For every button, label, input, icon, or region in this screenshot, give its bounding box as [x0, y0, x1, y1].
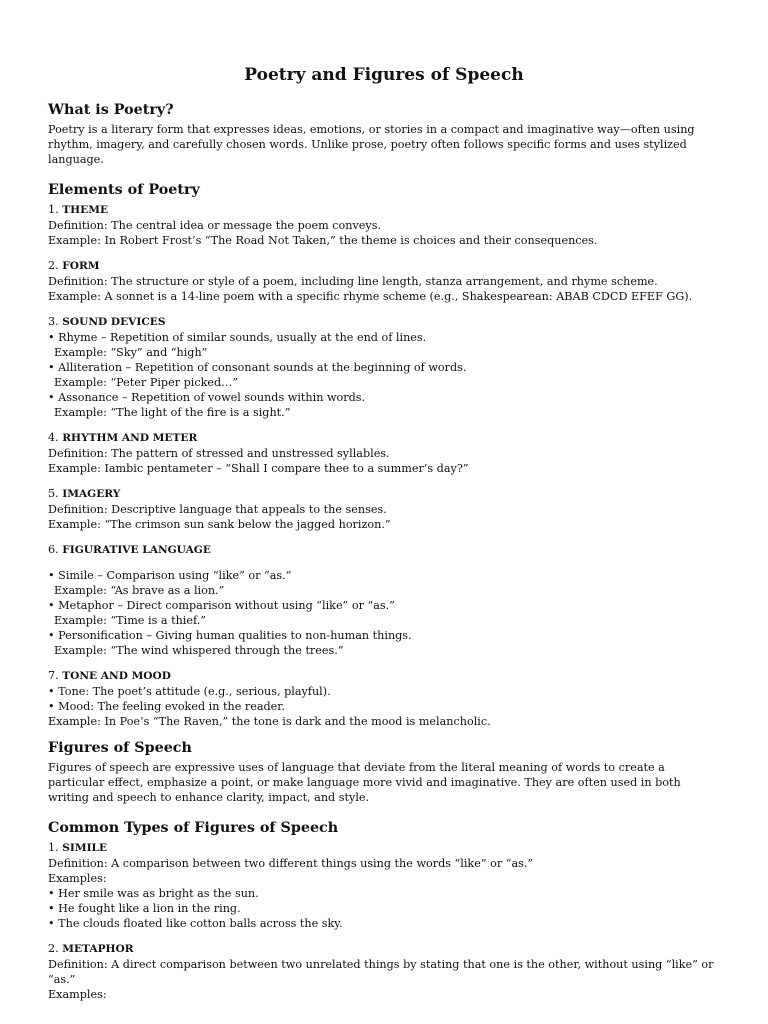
item-number: 3. [48, 315, 59, 328]
item-name: METAPHOR [62, 943, 134, 955]
item-line: • Metaphor – Direct comparison without using “like” or “as.” [48, 599, 395, 612]
item-line: Example: “The light of the fire is a sight.” [54, 406, 291, 419]
heading-common-types: Common Types of Figures of Speech [48, 820, 339, 836]
list-item [48, 258, 720, 304]
list-item [48, 941, 720, 1002]
item-number: 5. [48, 487, 59, 500]
list-item [48, 486, 720, 532]
item-line: Example: “Sky” and “high” [54, 346, 208, 359]
item-line: • The clouds floated like cotton balls across the sky. [48, 917, 343, 930]
item-name: SOUND DEVICES [62, 316, 166, 328]
item-line: • Mood: The feeling evoked in the reader. [48, 700, 285, 713]
heading-figures-of-speech: Figures of Speech [48, 740, 192, 756]
item-number: 2. [48, 259, 59, 272]
item-line: Example: “Time is a thief.” [54, 614, 207, 627]
item-name: IMAGERY [62, 488, 121, 500]
section-elements-of-poetry [48, 181, 720, 729]
item-name: RHYTHM AND METER [62, 432, 198, 444]
item-heading [48, 258, 720, 274]
item-number: 7. [48, 669, 59, 682]
item-line: • Rhyme – Repetition of similar sounds, usually at the end of lines. [48, 331, 427, 344]
elements-list [48, 202, 720, 729]
item-number: 1. [48, 203, 59, 216]
item-heading [48, 430, 720, 446]
item-line: • Tone: The poet’s attitude (e.g., serious, playful). [48, 685, 331, 698]
paragraph-what-is-poetry: Poetry is a literary form that expresses ideas, emotions, or stories in a compact and imaginative way—often using rhythm, imagery, and carefully chosen words. Unlike prose, poetry often follows specific forms and uses stylized language. [48, 123, 695, 166]
page-title: Poetry and Figures of Speech [244, 65, 524, 85]
item-heading [48, 202, 720, 218]
heading-elements-of-poetry: Elements of Poetry [48, 182, 200, 198]
item-heading [48, 840, 720, 856]
item-line: Example: In Robert Frost’s “The Road Not Taken,” the theme is choices and their consequences. [48, 234, 598, 247]
item-line: • Her smile was as bright as the sun. [48, 887, 259, 900]
item-heading [48, 486, 720, 502]
common-types-list [48, 840, 720, 1002]
item-name: FORM [62, 260, 100, 272]
item-line: • He fought like a lion in the ring. [48, 902, 241, 915]
item-line: Example: “The crimson sun sank below the jagged horizon.” [48, 518, 391, 531]
item-line: Definition: The pattern of stressed and unstressed syllables. [48, 447, 390, 460]
item-line: Definition: The central idea or message the poem conveys. [48, 219, 382, 232]
item-number: 2. [48, 942, 59, 955]
item-line: Examples: [48, 872, 107, 885]
section-what-is-poetry [48, 101, 720, 167]
item-line: Example: In Poe’s “The Raven,” the tone is dark and the mood is melancholic. [48, 715, 491, 728]
list-item [48, 314, 720, 420]
item-line: Example: “As brave as a lion.” [54, 584, 225, 597]
list-item [48, 668, 720, 729]
item-line: • Assonance – Repetition of vowel sounds within words. [48, 391, 366, 404]
heading-what-is-poetry: What is Poetry? [48, 102, 174, 118]
section-common-types [48, 819, 720, 1002]
item-line: Examples: [48, 988, 107, 1001]
item-heading [48, 542, 720, 558]
item-heading [48, 314, 720, 330]
item-line: • Simile – Comparison using “like” or “as.” [48, 569, 292, 582]
item-name: SIMILE [62, 842, 108, 854]
item-heading [48, 668, 720, 684]
item-line: Example: A sonnet is a 14-line poem with a specific rhyme scheme (e.g., Shakespearean: ABAB CDCD EFEF GG). [48, 290, 693, 303]
item-line: • Alliteration – Repetition of consonant sounds at the beginning of words. [48, 361, 467, 374]
item-line: • Personification – Giving human qualities to non-human things. [48, 629, 412, 642]
item-name: FIGURATIVE LANGUAGE [62, 544, 211, 556]
item-heading [48, 941, 720, 957]
list-item [48, 202, 720, 248]
list-item [48, 840, 720, 931]
item-name: THEME [62, 204, 109, 216]
item-number: 6. [48, 543, 59, 556]
item-line: Definition: A comparison between two different things using the words “like” or “as.” [48, 857, 534, 870]
paragraph-figures-of-speech: Figures of speech are expressive uses of language that deviate from the literal meaning of words to create a particular effect, emphasize a point, or make language more vivid and imaginative. They are often used in both writing and speech to enhance clarity, impact, and style. [48, 761, 681, 804]
item-line: Example: “Peter Piper picked…” [54, 376, 239, 389]
item-name: TONE AND MOOD [62, 670, 171, 682]
section-figures-of-speech [48, 739, 720, 805]
list-item [48, 542, 720, 658]
list-item [48, 430, 720, 476]
item-line: Definition: The structure or style of a poem, including line length, stanza arrangement, and rhyme scheme. [48, 275, 658, 288]
item-line: Definition: A direct comparison between two unrelated things by stating that one is the other, without using “like” or “as.” [48, 958, 718, 986]
item-line: Definition: Descriptive language that appeals to the senses. [48, 503, 387, 516]
item-line: Example: “The wind whispered through the trees.” [54, 644, 344, 657]
item-number: 4. [48, 431, 59, 444]
item-number: 1. [48, 841, 59, 854]
item-line: Example: Iambic pentameter – “Shall I compare thee to a summer’s day?” [48, 462, 469, 475]
